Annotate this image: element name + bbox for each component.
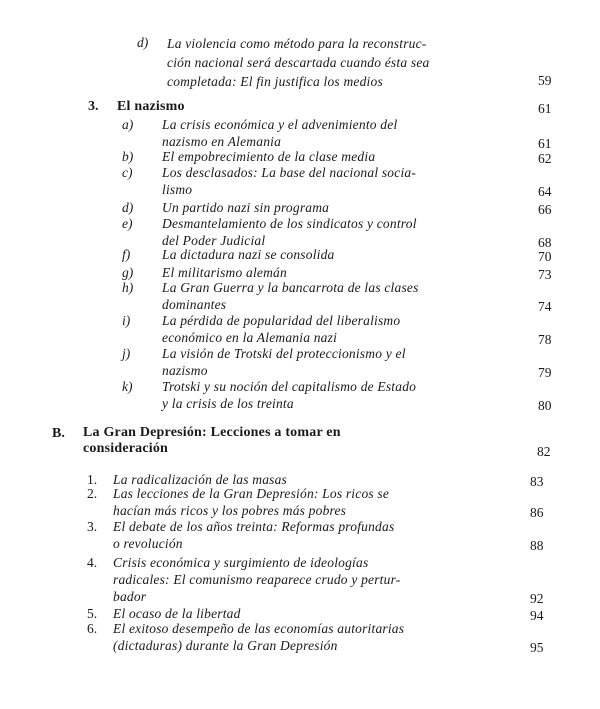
page-number: 80 bbox=[538, 398, 552, 413]
entry-label: 4. bbox=[87, 555, 98, 570]
entry-label: a) bbox=[122, 117, 134, 132]
entry-label: 5. bbox=[87, 606, 98, 621]
entry-line: La dictadura nazi se consolida bbox=[162, 247, 335, 262]
entry-title bbox=[113, 554, 400, 605]
section-title: El nazismo bbox=[117, 99, 185, 114]
entry-label: e) bbox=[122, 216, 133, 231]
entry-line: Un partido nazi sin programa bbox=[162, 200, 330, 215]
entry-line: completada: El fin justifica los medios bbox=[167, 74, 383, 89]
entry-line: o revolución bbox=[113, 536, 183, 551]
entry-line: radicales: El comunismo reaparece crudo y pertur- bbox=[113, 572, 401, 587]
page-number: 61 bbox=[538, 101, 552, 116]
entry-title bbox=[113, 518, 394, 552]
entry-line: Los desclasados: La base del nacional socia- bbox=[162, 165, 417, 180]
entry-line: La crisis económica y el advenimiento del bbox=[162, 117, 398, 132]
page-number: 94 bbox=[530, 608, 544, 623]
entry-line: económico en la Alemania nazi bbox=[162, 330, 338, 345]
page-number: 68 bbox=[538, 235, 552, 250]
entry-line: bador bbox=[113, 589, 147, 604]
page-number: 78 bbox=[538, 332, 552, 347]
entry-line: consideración bbox=[83, 441, 169, 456]
entry-line: El ocaso de la libertad bbox=[113, 606, 241, 621]
entry-label: d) bbox=[137, 35, 149, 50]
entry-title bbox=[113, 620, 404, 654]
entry-label: 2. bbox=[87, 486, 98, 501]
entry-line: La Gran Depresión: Lecciones a tomar en bbox=[83, 425, 341, 440]
entry-label: j) bbox=[122, 346, 131, 361]
page-number: 73 bbox=[538, 267, 552, 282]
entry-line: La radicalización de las masas bbox=[113, 472, 288, 487]
entry-line: (dictaduras) durante la Gran Depresión bbox=[113, 638, 338, 653]
entry-title bbox=[162, 199, 329, 216]
entry-line: Las lecciones de la Gran Depresión: Los ricos se bbox=[113, 486, 390, 501]
page-number: 66 bbox=[538, 202, 552, 217]
page-number: 86 bbox=[530, 505, 544, 520]
entry-title bbox=[162, 246, 335, 263]
section-title bbox=[83, 425, 341, 457]
entry-label: f) bbox=[122, 247, 131, 262]
page-number: 82 bbox=[537, 444, 551, 459]
entry-line: El militarismo alemán bbox=[162, 265, 287, 280]
page-number: 59 bbox=[538, 73, 552, 88]
entry-title bbox=[162, 279, 419, 313]
entry-line: Desmantelamiento de los sindicatos y control bbox=[162, 216, 417, 231]
page-number: 88 bbox=[530, 538, 544, 553]
entry-line: Crisis económica y surgimiento de ideologías bbox=[113, 555, 369, 570]
entry-title bbox=[162, 215, 417, 249]
entry-line: lismo bbox=[162, 182, 193, 197]
page-number: 83 bbox=[530, 474, 544, 489]
section-label: B. bbox=[52, 426, 65, 441]
page-number: 70 bbox=[538, 249, 552, 264]
entry-line: El exitoso desempeño de las economías autoritarias bbox=[113, 621, 405, 636]
entry-line: nazismo bbox=[162, 363, 208, 378]
entry-line: La visión de Trotski del proteccionismo y el bbox=[162, 346, 406, 361]
entry-title bbox=[162, 164, 416, 198]
entry-line: del Poder Judicial bbox=[162, 233, 266, 248]
entry-line: y la crisis de los treinta bbox=[162, 396, 294, 411]
entry-line: El debate de los años treinta: Reformas profundas bbox=[113, 519, 395, 534]
entry-line: dominantes bbox=[162, 297, 227, 312]
entry-label: d) bbox=[122, 200, 134, 215]
entry-line: ción nacional será descartada cuando ésta sea bbox=[167, 55, 430, 70]
entry-title bbox=[113, 485, 389, 519]
page-number: 95 bbox=[530, 640, 544, 655]
entry-label: b) bbox=[122, 149, 134, 164]
entry-label: 3. bbox=[87, 519, 98, 534]
entry-label: i) bbox=[122, 313, 131, 328]
entry-line: La violencia como método para la reconstruc- bbox=[167, 36, 427, 51]
entry-label: h) bbox=[122, 280, 134, 295]
page-number: 61 bbox=[538, 136, 552, 151]
entry-label: k) bbox=[122, 379, 133, 394]
entry-title bbox=[162, 116, 397, 150]
entry-line: hacían más ricos y los pobres más pobres bbox=[113, 503, 347, 518]
entry-line: Trotski y su noción del capitalismo de Estado bbox=[162, 379, 417, 394]
entry-line: La Gran Guerra y la bancarrota de las clases bbox=[162, 280, 419, 295]
section-label: 3. bbox=[88, 99, 99, 114]
page-number: 79 bbox=[538, 365, 552, 380]
entry-label: g) bbox=[122, 265, 134, 280]
entry-line: nazismo en Alemania bbox=[162, 134, 282, 149]
entry-title bbox=[162, 148, 375, 165]
entry-line: El empobrecimiento de la clase media bbox=[162, 149, 376, 164]
entry-title bbox=[162, 378, 416, 412]
entry-label: 1. bbox=[87, 472, 98, 487]
page-number: 62 bbox=[538, 151, 552, 166]
entry-title bbox=[167, 34, 429, 91]
page-number: 64 bbox=[538, 184, 552, 199]
entry-line: La pérdida de popularidad del liberalismo bbox=[162, 313, 401, 328]
page-number: 74 bbox=[538, 299, 552, 314]
entry-label: c) bbox=[122, 165, 133, 180]
entry-title bbox=[162, 345, 406, 379]
entry-title bbox=[162, 312, 400, 346]
page-number: 92 bbox=[530, 591, 544, 606]
entry-label: 6. bbox=[87, 621, 98, 636]
